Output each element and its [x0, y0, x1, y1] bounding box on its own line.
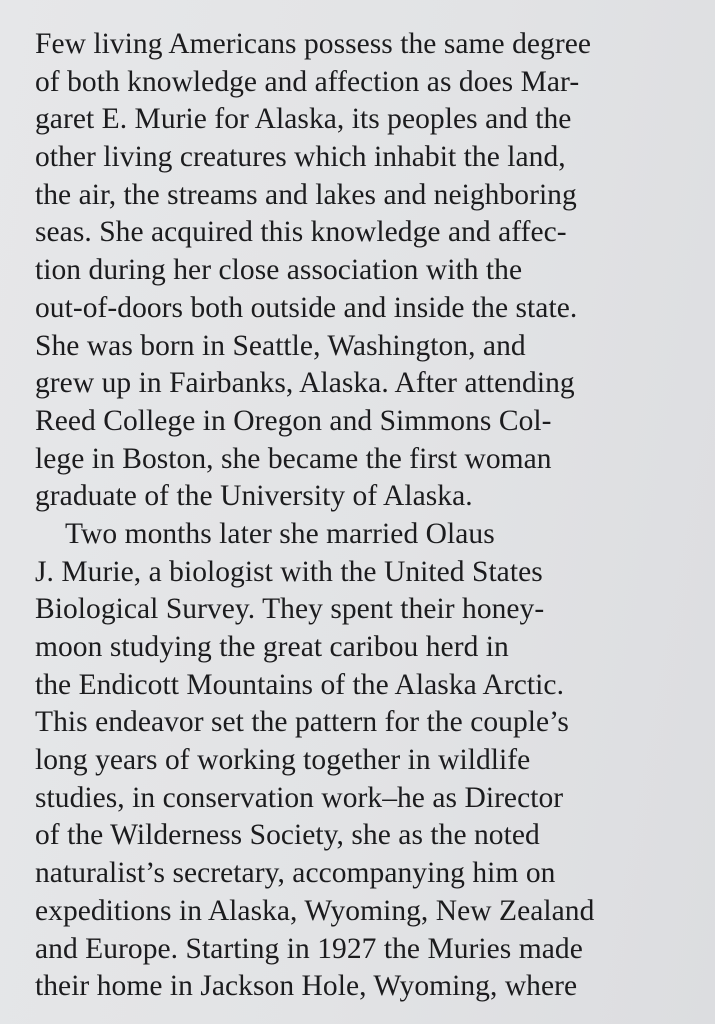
text-line: lege in Boston, she became the first woman: [35, 442, 552, 475]
text-line: other living creatures which inhabit the land,: [35, 141, 566, 174]
text-line: out-of-doors both outside and inside the state.: [35, 291, 578, 324]
text-line: grew up in Fairbanks, Alaska. After attending: [35, 367, 575, 400]
paragraph-2: [35, 516, 710, 1006]
text-line: the Endicott Mountains of the Alaska Arctic.: [35, 668, 564, 701]
text-line: and Europe. Starting in 1927 the Muries made: [35, 932, 583, 965]
body-text: [35, 26, 710, 1006]
text-line: She was born in Seattle, Washington, and: [35, 329, 526, 362]
text-line: moon studying the great caribou herd in: [35, 631, 509, 663]
text-line: seas. She acquired this knowledge and affec-: [35, 216, 567, 249]
text-line: Reed College in Oregon and Simmons Col-: [35, 404, 552, 437]
text-line: Few living Americans possess the same degree: [35, 28, 592, 60]
text-line: garet E. Murie for Alaska, its peoples and the: [35, 103, 572, 136]
text-line: Biological Survey. They spent their honey-: [35, 593, 545, 626]
text-line: of the Wilderness Society, she as the noted: [35, 819, 540, 852]
text-line: tion during her close association with the: [35, 254, 523, 287]
text-line: J. Murie, a biologist with the United States: [35, 555, 543, 588]
text-line: naturalist’s secretary, accompanying him on: [35, 857, 556, 890]
paragraph-1: [35, 26, 710, 516]
text-line: This endeavor set the pattern for the couple’s: [35, 706, 569, 739]
text-line: of both knowledge and affection as does Mar-: [35, 65, 580, 98]
text-line: their home in Jackson Hole, Wyoming, where: [35, 970, 578, 1003]
text-line: long years of working together in wildlife: [35, 744, 531, 777]
text-line: graduate of the University of Alaska.: [35, 480, 473, 513]
text-line: expeditions in Alaska, Wyoming, New Zealand: [35, 894, 595, 927]
text-line: studies, in conservation work–he as Director: [35, 781, 564, 814]
text-line: Two months later she married Olaus: [65, 517, 495, 550]
text-line: the air, the streams and lakes and neighboring: [35, 178, 577, 211]
